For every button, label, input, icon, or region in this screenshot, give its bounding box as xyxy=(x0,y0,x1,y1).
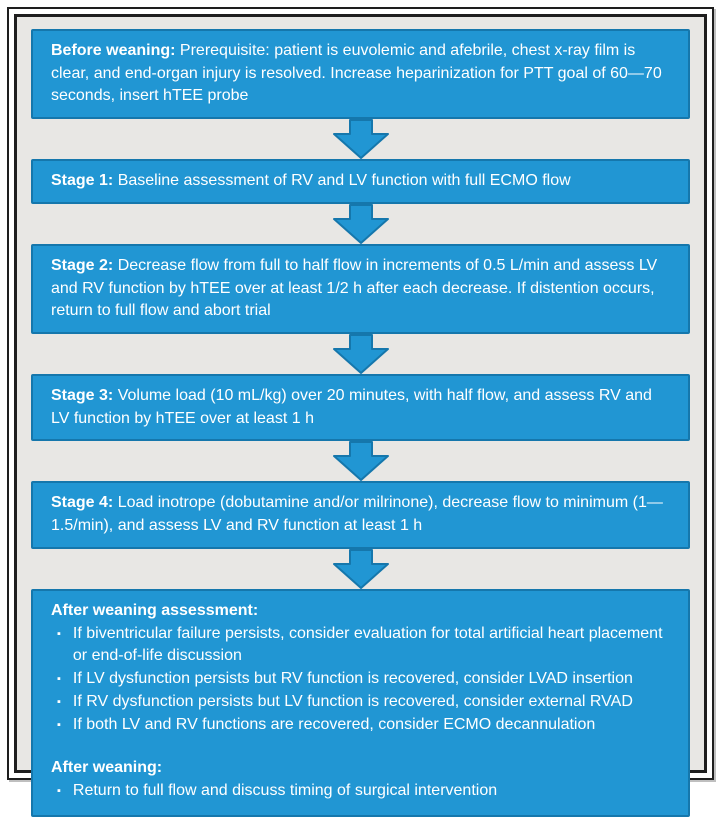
inner-frame xyxy=(14,14,707,800)
list-item xyxy=(57,691,670,714)
list-item xyxy=(57,714,670,737)
box-text: Volume load (10 mL/kg) over 20 minutes, with half flow, and assess RV and LV function by hTEE over at least 1 h xyxy=(51,387,652,427)
flow-box-stage-3 xyxy=(31,374,690,441)
list-item xyxy=(57,780,670,803)
arrow-gap xyxy=(31,441,690,481)
down-arrow-icon xyxy=(328,441,394,481)
bullet-text: If LV dysfunction persists but RV function is recovered, consider LVAD insertion xyxy=(72,670,633,688)
box-label: Stage 2: xyxy=(51,256,114,274)
bullet-text: If both LV and RV functions are recovered, consider ECMO decannulation xyxy=(72,716,596,734)
outcome-heading-assessment: After weaning assessment: xyxy=(51,601,259,619)
box-label: Stage 3: xyxy=(51,387,114,405)
bullet-text: Return to full flow and discuss timing of surgical intervention xyxy=(72,782,498,800)
flow-box-after-weaning xyxy=(31,589,690,817)
bullet-text: If RV dysfunction persists but LV function is recovered, consider external RVAD xyxy=(72,693,633,711)
box-text: Load inotrope (dobutamine and/or milrinone), decrease flow to minimum (1—1.5/min), and assess LV and RV function at least 1 h xyxy=(51,494,663,535)
down-arrow-icon xyxy=(328,204,394,244)
down-arrow-icon xyxy=(328,334,394,374)
box-text: Decrease flow from full to half flow in increments of 0.5 L/min and assess LV and RV function by hTEE over at least 1/2 h after each decrease. If distention occurs, return to full flow and abort trial xyxy=(51,256,658,320)
outer-frame xyxy=(7,7,714,800)
bullet-icon: ▪ xyxy=(57,719,61,732)
after-weaning-bullet-list xyxy=(51,780,670,803)
box-label: Stage 1: xyxy=(51,172,114,190)
arrow-gap xyxy=(31,119,690,159)
box-label: Stage 4: xyxy=(51,494,114,512)
list-item xyxy=(57,668,670,691)
arrow-gap xyxy=(31,204,690,244)
arrow-gap xyxy=(31,549,690,589)
flow-box-stage-1 xyxy=(31,159,690,204)
box-text: Prerequisite: patient is euvolemic and afebrile, chest x-ray film is clear, and end-organ injury is resolved. Increase heparinization for PTT goal of 60—70 seconds, insert hTEE probe xyxy=(51,42,662,105)
box-text: Baseline assessment of RV and LV function with full ECMO flow xyxy=(117,172,571,190)
flow-box-stage-2 xyxy=(31,244,690,334)
bullet-icon: ▪ xyxy=(57,696,61,709)
flow-box-stage-4 xyxy=(31,481,690,548)
down-arrow-icon xyxy=(328,119,394,159)
assessment-bullet-list xyxy=(51,623,670,738)
down-arrow-icon xyxy=(328,549,394,589)
bullet-icon: ▪ xyxy=(57,627,61,640)
arrow-gap xyxy=(31,334,690,374)
bullet-icon: ▪ xyxy=(57,785,61,798)
bullet-icon: ▪ xyxy=(57,673,61,686)
flow-box-before-weaning xyxy=(31,29,690,119)
bullet-text: If biventricular failure persists, consider evaluation for total artificial heart placement or end-of-life discussion xyxy=(72,624,663,665)
list-item xyxy=(57,623,670,668)
outcome-heading-after-weaning: After weaning: xyxy=(51,759,163,777)
box-label: Before weaning: xyxy=(51,42,176,59)
